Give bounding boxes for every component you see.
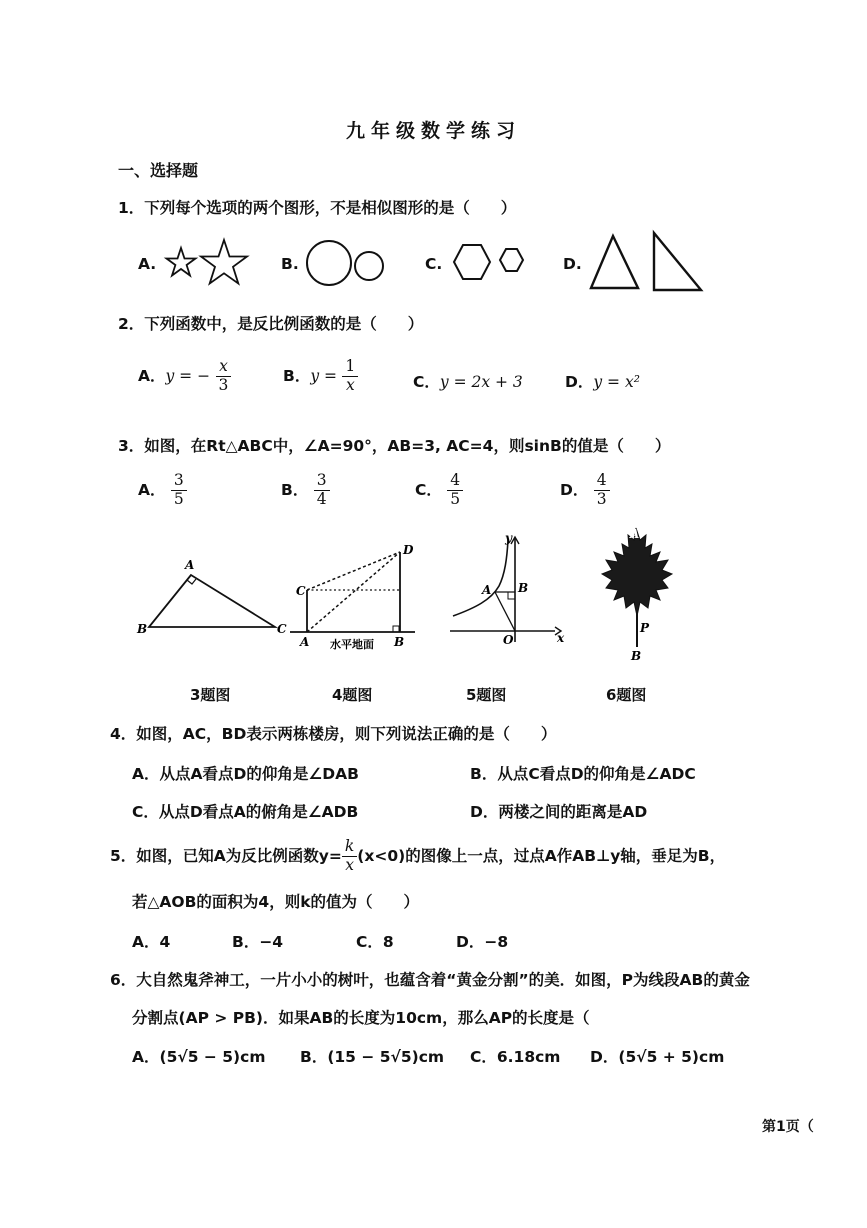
large-circle-icon bbox=[307, 241, 351, 285]
page-title: 九年级数学练习 bbox=[345, 120, 521, 142]
q5-option-d: D．−8 bbox=[456, 933, 509, 951]
question-5-stem-line2: 若△AOB的面积为4，则k的值为（ ） bbox=[132, 893, 420, 911]
q1-option-c-label: C. bbox=[425, 255, 443, 273]
q2-option-c-expr: y = 2x + 3 bbox=[439, 373, 523, 391]
q3-option-a-label: A． bbox=[138, 480, 166, 499]
q1-option-c-hexagons bbox=[450, 240, 530, 284]
fig6-label-p: P bbox=[640, 621, 650, 635]
fig5-label-y: y bbox=[505, 531, 512, 545]
question-4-stem: 4．如图，AC，BD表示两栋楼房，则下列说法正确的是（ ） bbox=[110, 725, 557, 743]
fig5-label-a: A bbox=[482, 583, 492, 597]
q6-option-c: C．6.18cm bbox=[470, 1048, 561, 1066]
segment-ao bbox=[495, 592, 515, 631]
sightline-cd bbox=[307, 552, 400, 590]
figure-5 bbox=[445, 532, 570, 652]
q4-option-c: C．从点D看点A的俯角是∠ADB bbox=[132, 803, 359, 821]
fig5-label-o: O bbox=[503, 633, 514, 647]
figure-4 bbox=[290, 540, 420, 660]
q5-stem-denominator: x bbox=[345, 855, 354, 874]
q3-option-b-label: B． bbox=[281, 480, 309, 499]
figure-3 bbox=[135, 555, 295, 645]
fig4-label-c: C bbox=[296, 584, 306, 598]
fig5-label-b: B bbox=[518, 581, 529, 595]
q3-option-b-numerator: 3 bbox=[314, 472, 330, 491]
q2-option-b-lhs: y = bbox=[310, 366, 337, 385]
q2-option-d-label: D． bbox=[565, 373, 594, 391]
q3-option-b bbox=[281, 472, 330, 509]
large-star-icon bbox=[201, 240, 247, 284]
page-number: 第1页（ bbox=[762, 1119, 814, 1135]
fig6-label-a: A bbox=[630, 527, 640, 541]
q4-option-d: D．两楼之间的距离是AD bbox=[470, 803, 648, 821]
sightline-ad bbox=[307, 552, 400, 632]
q2-option-d-expr: y = x² bbox=[593, 373, 640, 391]
question-1-stem: 1．下列每个选项的两个图形，不是相似图形的是（ ） bbox=[118, 199, 517, 217]
q1-option-a-stars bbox=[160, 238, 260, 288]
q3-option-d-denominator: 3 bbox=[596, 489, 607, 508]
triangle-abc bbox=[149, 575, 275, 627]
fig3-label-c: C bbox=[277, 622, 287, 636]
q6-option-b: B．(15 − 5√5)cm bbox=[300, 1048, 445, 1066]
q1-option-b-circles bbox=[305, 236, 395, 290]
q2-option-c-label: C． bbox=[413, 373, 440, 391]
q3-option-a-denominator: 5 bbox=[173, 489, 184, 508]
q5-stem-b: (x<0)的图像上一点，过点A作AB⊥y轴，垂足为B， bbox=[357, 846, 726, 865]
q3-option-c-numerator: 4 bbox=[447, 472, 463, 491]
fig6-caption: 6题图 bbox=[606, 686, 647, 704]
q4-option-b: B．从点C看点D的仰角是∠ADC bbox=[470, 765, 696, 783]
q6-option-d: D．(5√5 + 5)cm bbox=[590, 1048, 725, 1066]
q3-option-c-denominator: 5 bbox=[450, 489, 461, 508]
q3-option-c bbox=[415, 472, 463, 509]
question-6-stem-line1: 6．大自然鬼斧神工，一片小小的树叶，也蕴含着“黄金分割”的美．如图，P为线段AB的黄金 bbox=[110, 971, 750, 989]
q6-option-a: A．(5√5 − 5)cm bbox=[132, 1048, 266, 1066]
q2-option-a-numerator: x bbox=[216, 358, 232, 377]
fig3-caption: 3题图 bbox=[190, 686, 231, 704]
right-angle-mark bbox=[393, 626, 399, 632]
q2-option-a-lhs: y = − bbox=[165, 366, 211, 385]
q2-option-b bbox=[283, 358, 358, 395]
q4-option-a: A．从点A看点D的仰角是∠DAB bbox=[132, 765, 359, 783]
q2-option-a-label: A． bbox=[138, 366, 166, 385]
question-3-stem: 3．如图，在Rt△ABC中，∠A=90°，AB=3, AC=4，则sinB的值是（ ） bbox=[118, 437, 671, 455]
q3-option-d-numerator: 4 bbox=[594, 472, 610, 491]
q1-option-d-triangles bbox=[586, 228, 706, 294]
small-star-icon bbox=[167, 248, 196, 276]
question-2-stem: 2．下列函数中，是反比例函数的是（ ） bbox=[118, 315, 424, 333]
q5-stem-numerator: k bbox=[342, 838, 357, 857]
q3-option-d bbox=[560, 472, 610, 509]
q2-option-b-label: B． bbox=[283, 366, 311, 385]
equilateral-triangle-icon bbox=[591, 236, 638, 288]
q2-option-b-numerator: 1 bbox=[342, 358, 358, 377]
q2-option-a-denominator: 3 bbox=[218, 375, 229, 394]
small-circle-icon bbox=[355, 252, 383, 280]
fig6-label-b: B bbox=[631, 649, 642, 663]
q5-stem-a: 5．如图，已知A为反比例函数y= bbox=[110, 846, 342, 865]
q3-option-a bbox=[138, 472, 187, 509]
figure-6 bbox=[590, 522, 690, 672]
right-angle-mark bbox=[187, 579, 196, 584]
right-triangle-icon bbox=[654, 233, 701, 290]
q2-option-a bbox=[138, 358, 231, 395]
question-6-stem-line2: 分割点(AP > PB)．如果AB的长度为10cm，那么AP的长度是（ bbox=[132, 1009, 590, 1027]
fig4-label-d: D bbox=[403, 543, 414, 557]
fig5-caption: 5题图 bbox=[466, 686, 507, 704]
q2-option-d bbox=[565, 370, 640, 392]
right-angle-mark bbox=[508, 592, 515, 599]
fig4-label-b: B bbox=[394, 635, 405, 649]
maple-leaf-icon bbox=[602, 528, 672, 616]
q1-option-d-label: D. bbox=[563, 255, 582, 273]
large-hexagon-icon bbox=[454, 245, 490, 279]
q3-option-a-numerator: 3 bbox=[171, 472, 187, 491]
fig3-label-a: A bbox=[185, 558, 195, 572]
fig4-label-a: A bbox=[300, 635, 310, 649]
fig4-caption: 4题图 bbox=[332, 686, 373, 704]
section-heading: 一、选择题 bbox=[118, 161, 199, 180]
q2-option-c bbox=[413, 370, 523, 392]
q3-option-b-denominator: 4 bbox=[316, 489, 327, 508]
q3-option-c-label: C． bbox=[415, 480, 442, 499]
q5-option-c: C．8 bbox=[356, 933, 394, 951]
ground-caption: 水平地面 bbox=[330, 638, 374, 651]
question-5-stem-line1 bbox=[110, 838, 725, 875]
fig3-label-b: B bbox=[137, 622, 148, 636]
q5-option-a: A．4 bbox=[132, 933, 171, 951]
hyperbola-curve bbox=[453, 540, 508, 616]
q1-option-a-label: A. bbox=[138, 255, 157, 273]
q1-option-b-label: B. bbox=[281, 255, 299, 273]
q5-option-b: B．−4 bbox=[232, 933, 284, 951]
small-hexagon-icon bbox=[500, 249, 523, 271]
q3-option-d-label: D． bbox=[560, 480, 589, 499]
fig5-label-x: x bbox=[557, 631, 565, 645]
q2-option-b-denominator: x bbox=[345, 375, 355, 394]
